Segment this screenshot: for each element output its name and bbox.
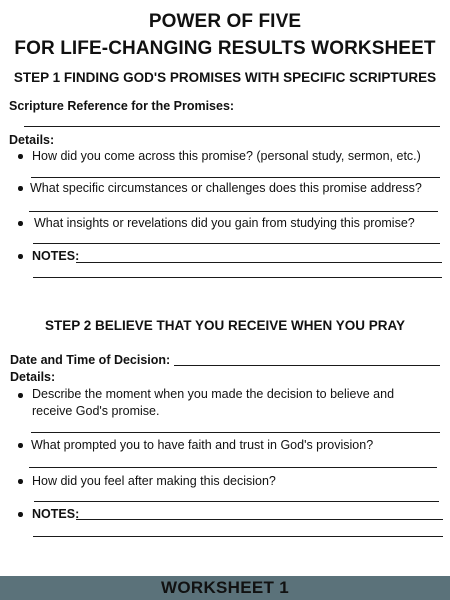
decision-date-label: Date and Time of Decision: [10,353,171,367]
scripture-reference-label: Scripture Reference for the Promises: [9,99,235,113]
worksheet-footer-band [0,576,450,600]
step2-answer-line-2[interactable] [29,467,437,468]
step2-heading: STEP 2 BELIEVE THAT YOU RECEIVE WHEN YOU PRAY [44,318,406,333]
step1-details-label: Details: [9,133,55,147]
bullet-dot [18,254,23,259]
step2-question-2: What prompted you to have faith and trust in God's provision? [31,438,374,452]
bullet-dot [18,221,23,226]
bullet-dot [18,512,23,517]
bullet-dot [18,479,23,484]
scripture-reference-line[interactable] [24,126,440,127]
page-title-line-2: FOR LIFE-CHANGING RESULTS WORKSHEET [14,38,436,59]
worksheet-footer-label: WORKSHEET 1 [161,578,289,597]
step1-notes-label: NOTES: [32,249,80,263]
step2-question-1: Describe the moment when you made the decision to believe and receive God's promise. [32,387,395,418]
page-title-line-1: POWER OF FIVE [148,11,302,32]
step2-notes-line-1[interactable] [76,519,443,520]
step2-details-label: Details: [10,370,56,384]
step1-answer-line-3[interactable] [33,243,440,244]
bullet-dot [18,186,23,191]
step1-heading: STEP 1 FINDING GOD'S PROMISES WITH SPECIFIC SCRIPTURES [13,70,437,85]
step1-answer-line-1[interactable] [31,177,440,178]
bullet-dot [18,393,23,398]
step1-question-3: What insights or revelations did you gain from studying this promise? [34,216,415,230]
bullet-dot [18,443,23,448]
step1-question-1: How did you come across this promise? (personal study, sermon, etc.) [32,149,421,163]
decision-date-line[interactable] [174,365,440,366]
step2-answer-line-3[interactable] [34,501,439,502]
step1-notes-line-1[interactable] [76,262,442,263]
step1-notes-line-2[interactable] [33,277,442,278]
step2-notes-label: NOTES: [32,507,80,521]
bullet-dot [18,154,23,159]
step2-notes-line-2[interactable] [33,536,443,537]
step1-question-2: What specific circumstances or challenges does this promise address? [30,181,422,195]
step2-question-3: How did you feel after making this decision? [32,474,276,488]
step1-answer-line-2[interactable] [29,211,438,212]
step2-answer-line-1[interactable] [31,432,440,433]
